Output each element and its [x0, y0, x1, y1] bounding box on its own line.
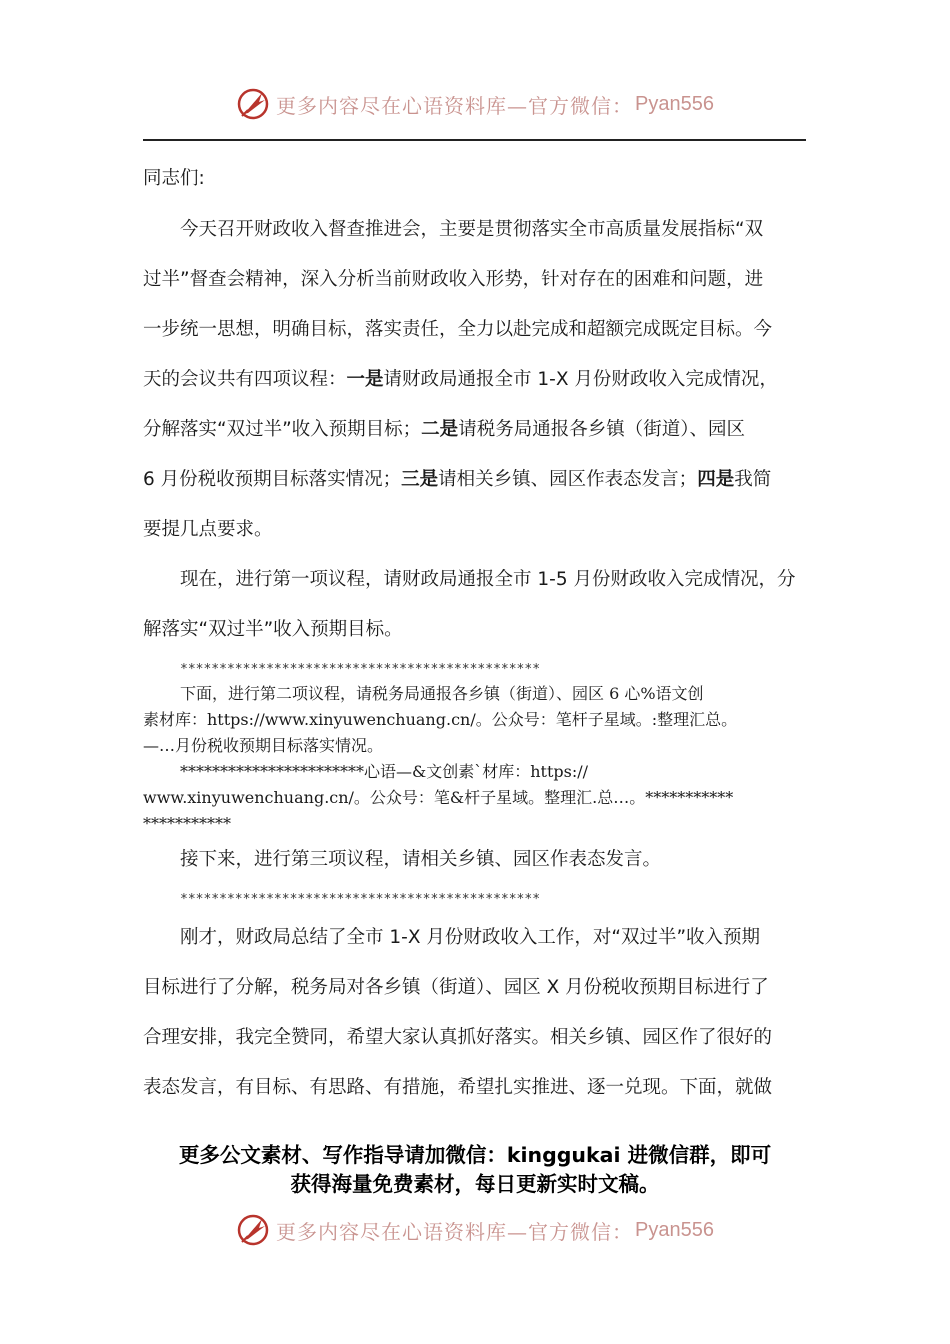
paragraph-line: 合理安排，我完全赞同，希望大家认真抓好落实。相关乡镇、园区作了很好的: [143, 1027, 773, 1048]
paragraph-line: 解落实“双过半”收入预期目标。: [143, 619, 403, 640]
banner-text: 更多内容尽在心语资料库—官方微信：: [276, 93, 634, 118]
paragraph-line: 一步统一思想，明确目标，落实责任，全力以赴完成和超额完成既定目标。今: [143, 319, 773, 340]
paragraph-line: 刚才，财政局总结了全市 1-X 月份财政收入工作，对“双过半”收入预期: [180, 927, 761, 948]
paragraph-line: 分解落实“双过半”收入预期目标；二是请税务局通报各乡镇（街道）、园区: [143, 419, 745, 440]
quill-logo-icon: [236, 87, 270, 121]
paragraph-line: www.xinyuwenchuang.cn/。公众号：笔&杆子星域。整理汇.总…。***********: [143, 788, 734, 807]
paragraph-line: 素材库：https://www.xinyuwenchuang.cn/。公众号：笔杆子星域。:整理汇总。: [143, 710, 738, 729]
paragraph-line: 天的会议共有四项议程：一是请财政局通报全市 1-X 月份财政收入完成情况，: [143, 369, 778, 390]
banner-wechat-id: Pyan556: [635, 1218, 714, 1241]
paragraph-line: 目标进行了分解，税务局对各乡镇（街道）、园区 X 月份税收预期目标进行了: [143, 977, 769, 998]
promo-line: 更多公文素材、写作指导请加微信：kinggukai 进微信群，即可: [178, 1143, 772, 1167]
paragraph-line: ***********: [143, 814, 231, 833]
paragraph-line: 过半”督查会精神，深入分析当前财政收入形势，针对存在的困难和问题，进: [143, 269, 764, 290]
paragraph-line: 今天召开财政收入督查推进会，主要是贯彻落实全市高质量发展指标“双: [180, 219, 764, 240]
paragraph-line: 现在，进行第一项议程，请财政局通报全市 1-5 月份财政收入完成情况，分: [180, 569, 796, 590]
agenda-item-marker: 三是: [401, 469, 439, 490]
paragraph-line: 6 月份税收预期目标落实情况；三是请相关乡镇、园区作表态发言；四是我简: [143, 469, 772, 490]
promo-line: 获得海量免费素材，每日更新实时文稿。: [290, 1172, 660, 1196]
footer-banner: [0, 1210, 950, 1250]
separator-stars: **********************************************: [180, 662, 541, 677]
paragraph-line: 要提几点要求。: [143, 519, 273, 540]
header-divider: [143, 139, 806, 141]
banner-text: 更多内容尽在心语资料库—官方微信：: [276, 1219, 634, 1244]
separator-stars: **********************************************: [180, 892, 541, 907]
agenda-item-marker: 一是: [346, 369, 384, 390]
header-banner: [0, 84, 950, 124]
agenda-item-marker: 四是: [697, 469, 735, 490]
paragraph-line: ***********************心语—&文创素`材库：https://: [180, 762, 589, 781]
paragraph-line: 接下来，进行第三项议程，请相关乡镇、园区作表态发言。: [180, 849, 662, 870]
paragraph-line: 表态发言，有目标、有思路、有措施，希望扎实推进、逐一兑现。下面，就做: [143, 1077, 773, 1098]
quill-logo-icon: [236, 1213, 270, 1247]
agenda-item-marker: 二是: [421, 419, 459, 440]
paragraph-line: —…月份税收预期目标落实情况。: [143, 736, 384, 755]
paragraph-line: 下面，进行第二项议程，请税务局通报各乡镇（街道）、园区 6 心%语文创: [180, 684, 704, 703]
banner-wechat-id: Pyan556: [635, 92, 714, 115]
salutation: 同志们:: [143, 168, 205, 189]
